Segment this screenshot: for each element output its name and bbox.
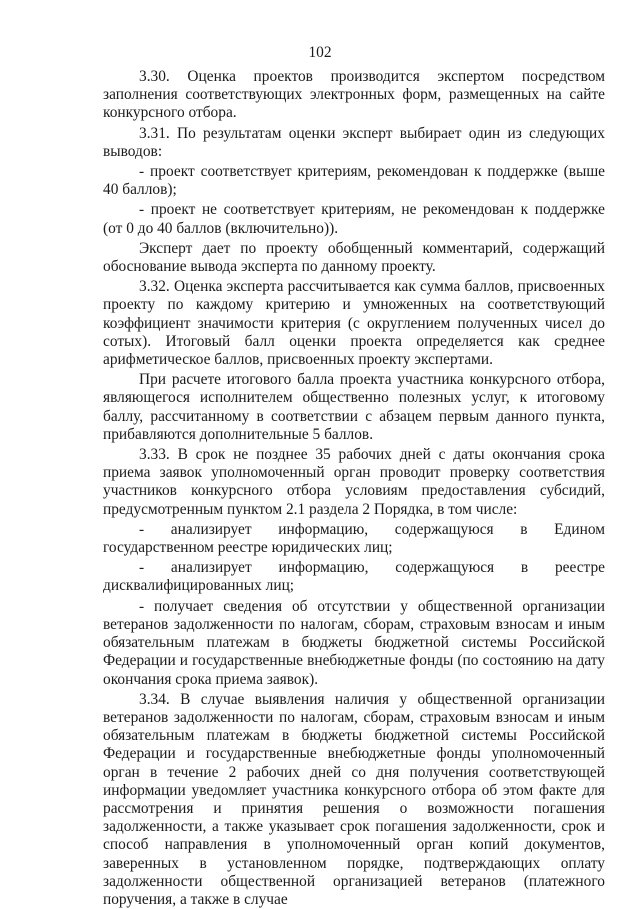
list-item-debt-info: - получает сведения об отсутствии у общественной организации ветеранов задолженности по налогам, сборам, страховым взносам и иным обязательным платежам в бюджеты бюджетной системы Российской Федерации и государственные внебюджетные фонды (по состоянию на дату окончания срока приема заявок). <box>103 597 605 688</box>
paragraph-3-31: 3.31. По результатам оценки эксперт выбирает один из следующих выводов: <box>103 124 605 160</box>
paragraph-3-34: 3.34. В случае выявления наличия у общественной организации ветеранов задолженности по налогам, сборам, страховым взносам и иным обязательным платежам в бюджеты бюджетной системы Российской Федерации и государственные внебюджетные фонды уполномоченный орган в течение 2 рабочих дней со дня получения соответствующей информации уведомляет участника конкурсного отбора об этом факте для рассмотрения и принятия решения о возможности погашения задолженности, а также указывает срок погашения задолженности, срок и способ направления в уполномоченный орган копий документов, заверенных в установленном порядке, подтверждающих оплату задолженности общественной организацией ветеранов (платежного поручения, а также в случае <box>103 690 605 908</box>
paragraph-3-30: 3.30. Оценка проектов производится экспертом посредством заполнения соответствующих электронных форм, размещенных на сайте конкурсного отбора. <box>103 68 605 122</box>
paragraph-3-33: 3.33. В срок не позднее 35 рабочих дней с даты окончания срока приема заявок уполномоченный орган проводит проверку соответствия участников конкурсного отбора условиям предоставления субсидий, предусмотренным пунктом 2.1 раздела 2 Порядка, в том числе: <box>103 446 605 518</box>
page-number: 102 <box>308 44 332 61</box>
document-body <box>103 68 605 909</box>
paragraph-expert-comment: Эксперт дает по проекту обобщенный комментарий, содержащий обоснование вывода эксперта по данному проекту. <box>103 239 605 276</box>
paragraph-bonus-points: При расчете итогового балла проекта участника конкурсного отбора, являющегося исполнителем общественно полезных услуг, к итоговому баллу, рассчитанному в соответствии с абзацем первым данного пункта, прибавляются дополнительные 5 баллов. <box>103 371 605 443</box>
list-item-recommended: - проект соответствует критериям, рекомендован к поддержке (выше 40 баллов); <box>103 163 605 199</box>
list-item-egrul: - анализирует информацию, содержащуюся в Едином государственном реестре юридических лиц; <box>103 520 605 557</box>
list-item-not-recommended: - проект не соответствует критериям, не рекомендован к поддержке (от 0 до 40 баллов (включительно)). <box>103 201 605 237</box>
paragraph-3-32: 3.32. Оценка эксперта рассчитывается как сумма баллов, присвоенных проекту по каждому критерию и умноженных на соответствующий коэффициент значимости критерия (с округлением полученных чисел до сотых). Итоговый балл оценки проекта определяется как среднее арифметическое баллов, присвоенных проекту экспертами. <box>103 278 605 369</box>
list-item-disqualified-registry: - анализирует информацию, содержащуюся в реестре дисквалифицированных лиц; <box>103 559 605 595</box>
